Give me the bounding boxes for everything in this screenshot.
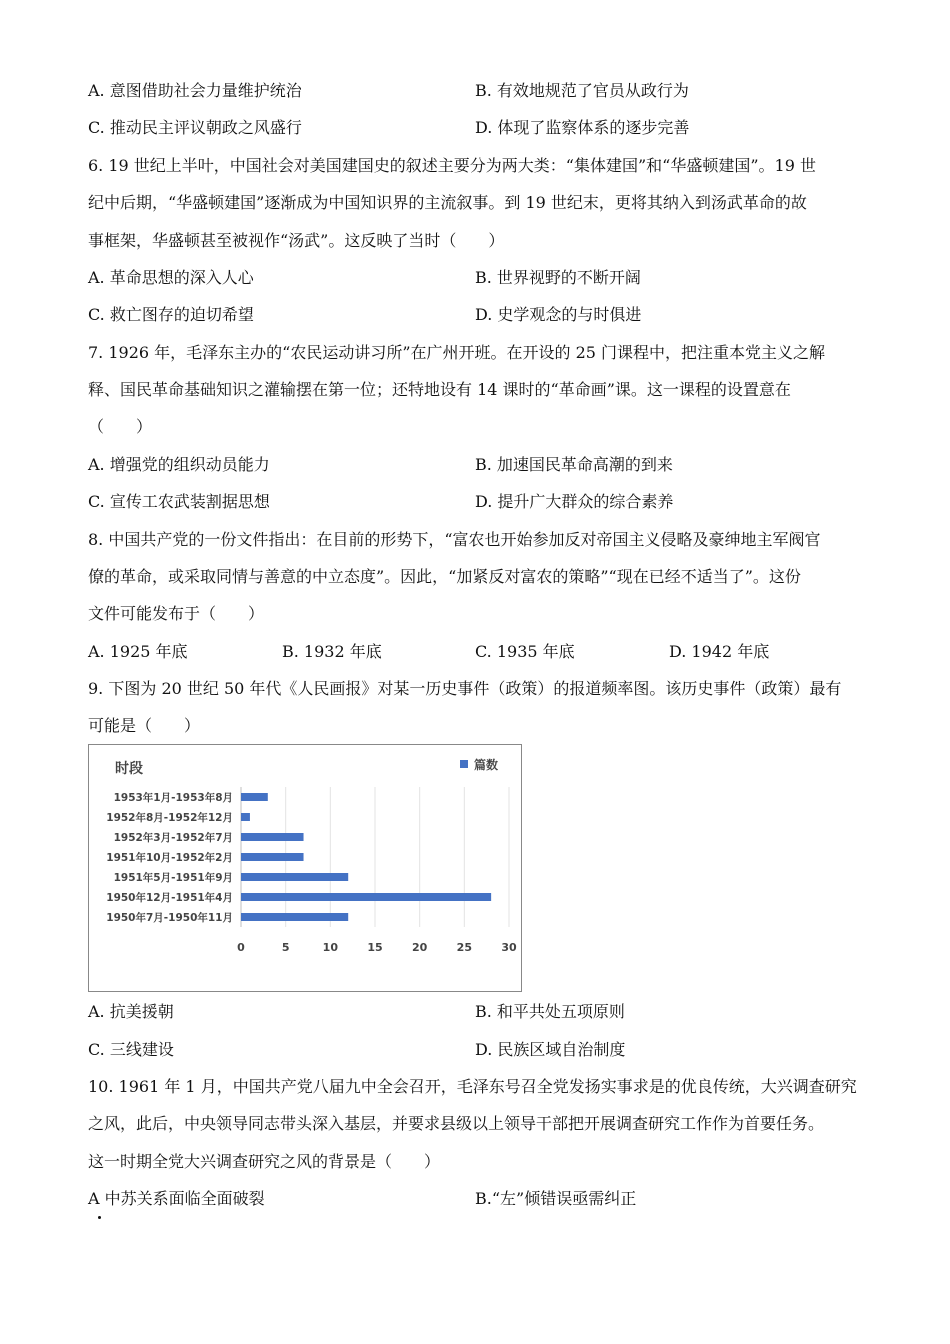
q8-option-c: C. 1935 年底 [475, 642, 575, 661]
bar [241, 853, 304, 861]
q8-option-b: B. 1932 年底 [282, 642, 382, 661]
q9-option-b: B. 和平共处五项原则 [475, 1002, 625, 1021]
q7-option-c: C. 宣传工农武装割据思想 [88, 492, 270, 511]
x-tick-label: 30 [501, 941, 517, 954]
category-label: 1950年12月-1951年4月 [106, 892, 233, 904]
q10-stem-line-2: 之风，此后，中央领导同志带头深入基层，并要求县级以上领导干部把开展调查研究工作作为首要任务。 [88, 1114, 825, 1133]
q5-option-a: A. 意图借助社会力量维护统治 [88, 81, 302, 100]
x-tick-label: 25 [456, 941, 472, 954]
q6-stem-line-3: 事框架，华盛顿甚至被视作“汤武”。这反映了当时（ ） [88, 231, 505, 250]
x-tick-label: 5 [281, 941, 290, 954]
q8-stem-line-1: 8. 中国共产党的一份文件指出：在目前的形势下，“富农也开始参加反对帝国主义侵略及豪绅地主军阀官 [88, 530, 821, 549]
stray-dot [98, 1216, 101, 1219]
q8-option-d: D. 1942 年底 [669, 642, 770, 661]
q9-option-a: A. 抗美援朝 [88, 1002, 174, 1021]
q7-stem-line-2: 释、国民革命基础知识之灌输摆在第一位；还特地设有 14 课时的“革命画”课。这一课程的设置意在 [88, 380, 791, 399]
q10-stem-line-1: 10. 1961 年 1 月，中国共产党八届九中全会召开，毛泽东号召全党发扬实事求是的优良传统，大兴调查研究 [88, 1077, 857, 1096]
bar [241, 873, 348, 881]
q6-stem-line-2: 纪中后期，“华盛顿建国”逐渐成为中国知识界的主流叙事。到 19 世纪末，更将其纳入到汤武革命的故 [88, 193, 807, 212]
chart-title: 时段 [115, 761, 143, 777]
x-tick-label: 20 [412, 941, 428, 954]
x-tick-label: 15 [367, 941, 383, 954]
bar [241, 813, 250, 821]
x-tick-label: 10 [322, 941, 338, 954]
category-label: 1953年1月-1953年8月 [113, 792, 233, 804]
q9-option-d: D. 民族区域自治制度 [475, 1040, 626, 1059]
q9-stem-line-2: 可能是（ ） [88, 716, 201, 735]
q8-stem-line-2: 僚的革命，或采取同情与善意的中立态度”。因此，“加紧反对富农的策略”“现在已经不适当了”。这份 [88, 567, 801, 586]
legend-swatch [460, 760, 468, 768]
q10-option-a: A 中苏关系面临全面破裂 [88, 1189, 265, 1208]
q9-stem-line-1: 9. 下图为 20 世纪 50 年代《人民画报》对某一历史事件（政策）的报道频率图。该历史事件（政策）最有 [88, 679, 842, 698]
q9-option-c: C. 三线建设 [88, 1040, 174, 1059]
q7-option-b: B. 加速国民革命高潮的到来 [475, 455, 673, 474]
q6-option-b: B. 世界视野的不断开阔 [475, 268, 641, 287]
q8-stem-line-3: 文件可能发布于（ ） [88, 604, 265, 623]
x-tick-label: 0 [237, 941, 245, 954]
category-label: 1952年8月-1952年12月 [106, 812, 233, 824]
category-label: 1952年3月-1952年7月 [113, 832, 233, 844]
q5-option-c: C. 推动民主评议朝政之风盛行 [88, 118, 302, 137]
bar [241, 913, 348, 921]
bar [241, 893, 491, 901]
legend-label: 篇数 [474, 758, 499, 772]
q5-option-d: D. 体现了监察体系的逐步完善 [475, 118, 690, 137]
q7-stem-line-3: （ ） [88, 417, 153, 436]
category-label: 1950年7月-1950年11月 [106, 912, 233, 924]
report-frequency-chart [88, 744, 522, 992]
q10-option-b: B.“左”倾错误亟需纠正 [475, 1189, 637, 1208]
q7-option-d: D. 提升广大群众的综合素养 [475, 492, 674, 511]
category-label: 1951年10月-1952年2月 [106, 852, 233, 864]
bar [241, 833, 304, 841]
bar [241, 793, 268, 801]
q6-option-c: C. 救亡图存的迫切希望 [88, 305, 254, 324]
q10-stem-line-3: 这一时期全党大兴调查研究之风的背景是（ ） [88, 1152, 441, 1171]
q7-stem-line-1: 7. 1926 年，毛泽东主办的“农民运动讲习所”在广州开班。在开设的 25 门课程中，把注重本党主义之解 [88, 343, 826, 362]
category-label: 1951年5月-1951年9月 [113, 872, 233, 884]
q6-option-a: A. 革命思想的深入人心 [88, 268, 254, 287]
q7-option-a: A. 增强党的组织动员能力 [88, 455, 270, 474]
q8-option-a: A. 1925 年底 [88, 642, 188, 661]
q6-stem-line-1: 6. 19 世纪上半叶，中国社会对美国建国史的叙述主要分为两大类：“集体建国”和“华盛顿建国”。19 世 [88, 156, 816, 175]
q6-option-d: D. 史学观念的与时俱进 [475, 305, 642, 324]
q5-option-b: B. 有效地规范了官员从政行为 [475, 81, 689, 100]
